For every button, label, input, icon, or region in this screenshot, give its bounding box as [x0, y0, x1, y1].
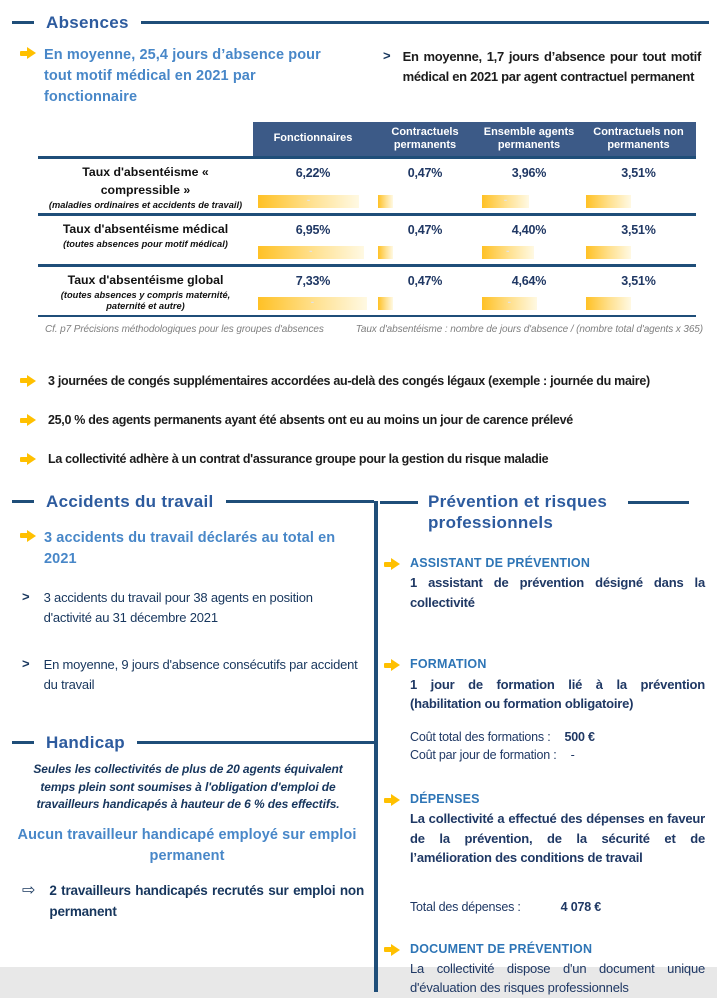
- cell-value: 0,47%: [407, 222, 443, 237]
- prevention-block-depenses: [384, 791, 705, 868]
- total-expenses-row: [410, 898, 705, 917]
- row-sublabel: (maladies ordinaires et accidents de travail): [48, 200, 243, 211]
- chevron-bullet-icon: >: [383, 48, 391, 64]
- section-heading-absences: [12, 12, 709, 33]
- cost-label: Total des dépenses :: [410, 899, 521, 914]
- arrow-right-icon: [384, 944, 400, 956]
- cell-value: 3,51%: [621, 166, 656, 181]
- row-label-cell: [38, 216, 253, 264]
- list-item: [20, 451, 699, 467]
- block-body: 1 assistant de prévention désigné dans la collectivité: [410, 575, 705, 610]
- accidents-item: [22, 655, 364, 694]
- arrow-right-icon: [20, 530, 36, 542]
- absences-highlight-left: En moyenne, 25,4 jours d’absence pour tout motif médical en 2021 par fonctionnaire: [44, 47, 321, 106]
- arrow-right-icon: [20, 453, 36, 465]
- bullet-text: La collectivité adhère à un contrat d'assurance groupe pour la gestion du risque maladie: [48, 452, 549, 467]
- value-cell: [581, 159, 696, 213]
- block-title: ASSISTANT DE PRÉVENTION: [410, 556, 591, 571]
- bottom-section: [0, 491, 717, 996]
- value-cell: [477, 267, 581, 315]
- row-label: Taux d'absentéisme « compressible »: [82, 165, 209, 198]
- absenteeism-table: [38, 122, 696, 317]
- accidents-highlight: [20, 528, 356, 570]
- value-cell: [581, 267, 696, 315]
- absences-intro-left: [20, 45, 350, 108]
- column-header: Fonctionnaires: [253, 122, 373, 156]
- cost-value: -: [570, 748, 575, 763]
- row-sublabel: (toutes absences y compris maternité, paternité et autre): [60, 289, 231, 311]
- accidents-item-text: En moyenne, 9 jours d'absence consécutifs par accident du travail: [43, 657, 358, 692]
- table-row: [38, 159, 696, 213]
- section-title-handicap: Handicap: [46, 733, 125, 753]
- arrow-right-icon: [20, 414, 36, 426]
- absences-intro-right: [383, 45, 701, 108]
- cell-value: 4,40%: [511, 222, 547, 237]
- arrow-right-icon: [384, 558, 400, 570]
- data-bar: -: [258, 195, 359, 208]
- data-bar: -: [482, 195, 529, 208]
- block-title: FORMATION: [410, 657, 487, 672]
- block-title: DÉPENSES: [410, 792, 480, 807]
- hollow-arrow-icon: ⇨: [22, 882, 36, 900]
- table-row: [38, 216, 696, 264]
- row-sublabel: (toutes absences pour motif médical): [63, 238, 228, 249]
- footnote-right: Taux d'absentéisme : nombre de jours d'absence / (nombre total d'agents x 365): [355, 323, 703, 335]
- cell-value: 6,95%: [295, 222, 331, 237]
- value-cell: [373, 216, 477, 264]
- absences-statement-right: En moyenne, 1,7 jours d’absence pour tout motif médical en 2021 par agent contractuel permanent: [402, 49, 701, 85]
- prevention-block-formation: [384, 656, 705, 713]
- table-header-empty-cell: [38, 122, 253, 156]
- prevention-block-document: [384, 941, 705, 998]
- data-bar: [586, 297, 631, 310]
- cost-label: Coût total des formations :: [410, 729, 551, 744]
- handicap-highlight: [14, 825, 360, 867]
- cost-row: [410, 728, 705, 747]
- handicap-item: [22, 881, 364, 922]
- heading-rule: [226, 500, 374, 503]
- left-column: [0, 491, 374, 996]
- cell-value: 3,96%: [511, 166, 547, 181]
- value-cell: [581, 216, 696, 264]
- heading-dash: [12, 21, 34, 24]
- handicap-note: Seules les collectivités de plus de 20 agents équivalent temps plein sont soumises à l'obligation d'emploi de travailleurs handicapés à hauteur de 6 % des effectifs.: [33, 762, 343, 812]
- value-cell: [373, 267, 477, 315]
- row-label-cell: [38, 267, 253, 315]
- table-header-row: [38, 122, 696, 156]
- section-title-absences: Absences: [46, 13, 129, 32]
- arrow-right-icon: [384, 794, 400, 806]
- value-cell: [253, 216, 373, 264]
- heading-dash: [12, 500, 34, 503]
- cell-value: 7,33%: [295, 273, 331, 288]
- heading-dash: [380, 501, 418, 504]
- cost-row: [410, 746, 705, 765]
- value-cell: [253, 267, 373, 315]
- chevron-bullet-icon: >: [22, 589, 30, 605]
- value-cell: [253, 159, 373, 213]
- table-footnotes: [45, 324, 703, 335]
- list-item: [20, 412, 699, 428]
- row-label: Taux d'absentéisme médical: [62, 221, 229, 236]
- absences-intro: [20, 45, 701, 108]
- column-header: Ensemble agents permanents: [477, 122, 581, 156]
- value-cell: [373, 159, 477, 213]
- bullet-text: 25,0 % des agents permanents ayant été absents ont eu au moins un jour de carence prélevé: [48, 413, 573, 428]
- heading-rule: [141, 21, 709, 24]
- arrow-right-icon: [20, 375, 36, 387]
- data-bar: -: [258, 246, 364, 259]
- handicap-item-text: 2 travailleurs handicapés recrutés sur emploi non permanent: [49, 883, 364, 919]
- data-bar: [378, 195, 393, 208]
- heading-rule: [628, 501, 689, 504]
- chevron-bullet-icon: >: [22, 656, 30, 672]
- table-row: [38, 267, 696, 315]
- accidents-item: [22, 588, 364, 627]
- cell-value: 4,64%: [511, 273, 547, 288]
- block-body: 1 jour de formation lié à la prévention (habilitation ou formation obligatoire): [410, 676, 705, 712]
- arrow-right-icon: [20, 47, 36, 59]
- section-heading-accidents: [12, 491, 366, 512]
- cost-value: 500 €: [564, 729, 595, 744]
- data-bar: -: [482, 297, 537, 310]
- block-body: La collectivité a effectué des dépenses en faveur de la prévention, de la sécurité et de l’amélioration des conditions de travail: [410, 811, 705, 866]
- data-bar: [586, 195, 631, 208]
- absences-bullet-list: [20, 373, 699, 468]
- row-label: Taux d'absentéisme global: [67, 272, 224, 287]
- arrow-right-icon: [384, 659, 400, 671]
- list-item: [20, 373, 699, 389]
- cell-value: 0,47%: [407, 166, 443, 181]
- data-bar: [586, 246, 631, 259]
- data-bar: [378, 246, 393, 259]
- data-bar: -: [482, 246, 534, 259]
- section-title-prevention: Prévention et risques professionnels: [428, 491, 608, 532]
- table-bottom-rule: [38, 315, 696, 317]
- cell-value: 6,22%: [295, 166, 331, 181]
- right-column: [378, 491, 717, 996]
- cost-value: 4 078 €: [560, 899, 601, 914]
- prevention-block-assistant: [384, 555, 705, 612]
- block-title: DOCUMENT DE PRÉVENTION: [410, 941, 593, 956]
- data-bar: [378, 297, 393, 310]
- footnote-left: Cf. p7 Précisions méthodologiques pour les groupes d'absences: [45, 323, 324, 335]
- heading-rule: [137, 741, 374, 744]
- section-heading-handicap: [12, 732, 366, 753]
- value-cell: [477, 159, 581, 213]
- accidents-item-text: 3 accidents du travail pour 38 agents en position d'activité au 31 décembre 2021: [43, 590, 313, 625]
- cost-label: Coût par jour de formation :: [410, 748, 557, 763]
- block-body: La collectivité dispose d'un document unique d'évaluation des risques professionnels: [410, 960, 705, 996]
- heading-dash: [12, 741, 34, 744]
- data-bar: -: [258, 297, 367, 310]
- handicap-highlight-text: Aucun travailleur handicapé employé sur emploi permanent: [17, 827, 357, 865]
- column-header: Contractuels non permanents: [581, 122, 696, 156]
- section-heading-prevention: [380, 491, 697, 534]
- cell-value: 0,47%: [407, 273, 443, 288]
- column-header: Contractuels permanents: [373, 122, 477, 156]
- row-label-cell: [38, 159, 253, 213]
- section-title-accidents: Accidents du travail: [46, 491, 214, 511]
- cell-value: 3,51%: [621, 222, 656, 237]
- value-cell: [477, 216, 581, 264]
- cell-value: 3,51%: [621, 273, 656, 288]
- accidents-highlight-text: 3 accidents du travail déclarés au total en 2021: [44, 529, 336, 567]
- bullet-text: 3 journées de congés supplémentaires accordées au-delà des congés légaux (exemple : journée du maire): [48, 373, 650, 388]
